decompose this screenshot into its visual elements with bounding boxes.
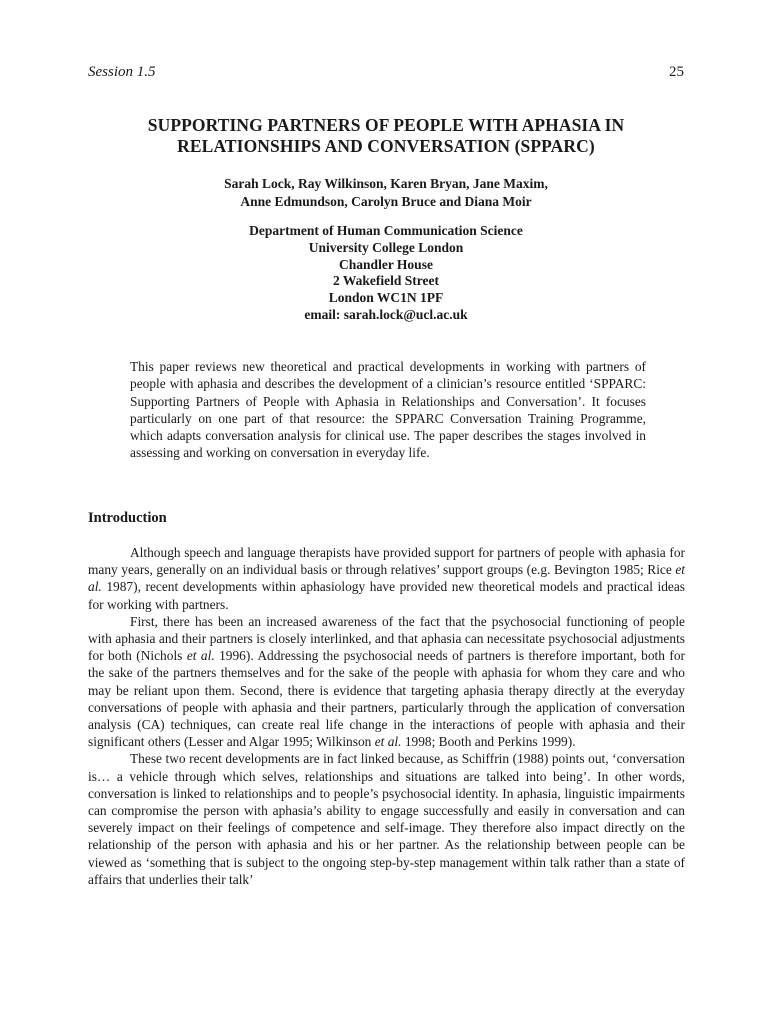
authors-line-2: Anne Edmundson, Carolyn Bruce and Diana Moir [240,194,532,209]
department: Department of Human Communication Science [249,223,523,238]
street: 2 Wakefield Street [333,273,439,289]
authors-line-1: Sarah Lock, Ray Wilkinson, Karen Bryan, Jane Maxim, [224,176,548,191]
p1-et-al: et al. [88,562,685,595]
affiliation-block [88,223,684,324]
paragraph-1 [88,544,685,613]
abstract [130,358,646,462]
paragraph-3: These two recent developments are in fact linked because, as Schiffrin (1988) points out, ‘conversation is… a vehicle through which selves, relationships and situations are talked into being’. In other words, conversation is linked to relationships and to people’s psychosocial identity. In aphasia, linguistic impairments can compromise the person with aphasia’s ability to engage successfully and easily in conversation and can severely impact on their feelings of competence and self-image. They therefore also impact directly on the relationship of the person with aphasia and his or her partner. As the relationship between people can be viewed as ‘something that is subject to the ongoing step-by-step management within talk rather than a state of affairs that underlies their talk’ [88,751,685,887]
p1-text-b: 1987), recent developments within aphasiology have provided new theoretical models and practical ideas for working with partners. [88,579,685,612]
section-heading: Introduction [88,510,167,526]
p2-text-b: 1996). Addressing the psychosocial needs of partners is therefore important, both for the sake of the partners themselves and for the sake of the people with aphasia for whom they care and who may be reliant upon them. Second, there is evidence that targeting aphasia therapy directly at the everyday conversations of people with aphasia and their partners, particularly through the application of conversation analysis (CA) techniques, can create real life change in the interactions of people with aphasia and their significant others (Lesser and Algar 1995; Wilkinson [88,648,685,750]
body-text [88,544,685,888]
city: London WC1N 1PF [328,290,444,306]
running-head [88,64,684,81]
p2-et-al-1: et al. [186,648,215,664]
university: University College London [308,239,464,255]
session-label: Session 1.5 [88,64,156,80]
paragraph-2 [88,613,685,751]
p2-text-a: First, there has been an increased awareness of the fact that the psychosocial functioning of people with aphasia and their partners is closely interlinked, and that aphasia can necessitate psychosocial adjustments for both (Nichols [88,613,685,664]
author-list [88,175,684,211]
email: email: sarah.lock@ucl.ac.uk [304,306,468,322]
p1-text-a: Although speech and language therapists have provided support for partners of people with aphasia for many years, generally on an individual basis or through relatives’ support groups (e.g. Bevington 1985; Rice [88,545,685,578]
paper-title [80,115,692,157]
building: Chandler House [339,256,433,272]
title-line-1: SUPPORTING PARTNERS OF PEOPLE WITH APHASIA IN [147,115,625,135]
p2-text-c: 1998; Booth and Perkins 1999). [401,734,576,750]
title-line-2: RELATIONSHIPS AND CONVERSATION (SPPARC) [177,136,595,156]
p2-et-al-2: et al. [374,734,402,750]
page-number: 25 [669,64,684,80]
abstract-text: This paper reviews new theoretical and practical developments in working with partners of people with aphasia and describes the development of a clinician’s resource entitled ‘SPPARC: Supporting Partners of People with Aphasia in Relationships and Conversation’. It focuses particularly on one part of that resource: the SPPARC Conversation Training Programme, which adapts conversation analysis for clinical use. The paper describes the stages involved in assessing and working on conversation in everyday life. [130,359,646,461]
